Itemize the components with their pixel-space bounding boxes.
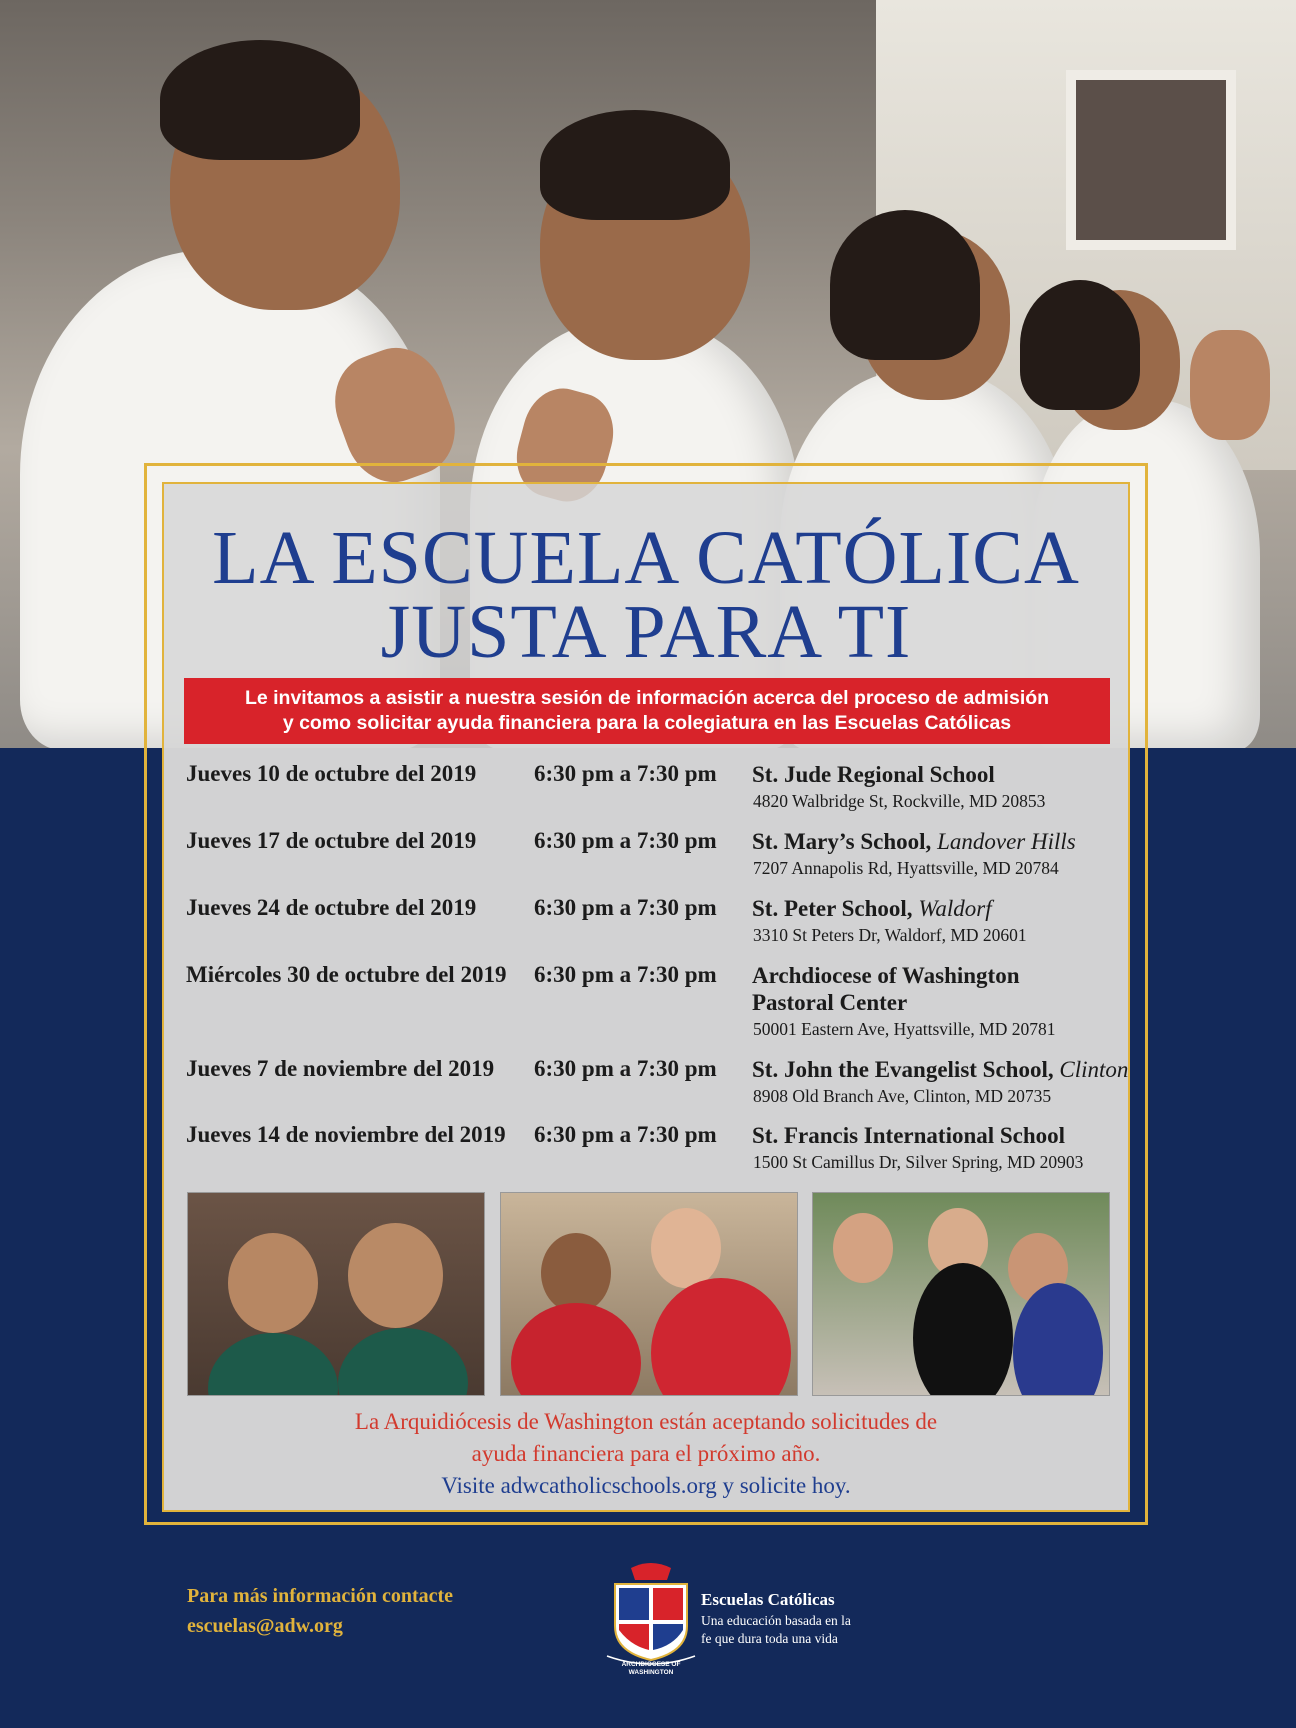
session-date: Miércoles 30 de octubre del 2019 [186, 962, 507, 987]
school-name: Archdiocese of Washington [752, 963, 1020, 988]
session-school [752, 1056, 1152, 1083]
red-shirt [511, 1303, 641, 1396]
session-address: 7207 Annapolis Rd, Hyattsville, MD 20784 [753, 858, 1059, 878]
banner-line-1: Le invitamos a asistir a nuestra sesión de información acerca del proceso de admisión [244, 687, 1050, 709]
title-line-2: JUSTA PARA TI [380, 590, 912, 674]
title-line-1: LA ESCUELA CATÓLICA [212, 516, 1080, 600]
hero-window [1066, 70, 1236, 250]
green-shirt [208, 1333, 338, 1396]
school-city: Waldorf [918, 896, 992, 921]
student-hair [160, 40, 360, 160]
student-hair [830, 210, 980, 360]
person-face [833, 1213, 893, 1283]
session-address: 8908 Old Branch Ave, Clinton, MD 20735 [753, 1086, 1052, 1106]
student-hand [1190, 330, 1270, 440]
session-time: 6:30 pm a 7:30 pm [534, 761, 717, 786]
message-line-3: Visite adwcatholicschools.org y solicite hoy. [441, 1473, 851, 1498]
school-name: St. Francis International School [752, 1123, 1066, 1148]
session-school [752, 895, 1132, 922]
school-city: Clinton [1059, 1057, 1129, 1082]
red-shirt [651, 1278, 791, 1396]
school-name: St. Jude Regional School [752, 762, 995, 787]
session-address: 3310 St Peters Dr, Waldorf, MD 20601 [753, 925, 1027, 945]
student-hair [540, 110, 730, 220]
photo-two-girls [187, 1192, 485, 1396]
session-time: 6:30 pm a 7:30 pm [534, 828, 717, 853]
student-face [541, 1233, 611, 1313]
school-name: St. Mary’s School, [752, 829, 932, 854]
student-hair [1020, 280, 1140, 410]
message-line-2: ayuda financiera para el próximo año. [471, 1441, 821, 1466]
brand-tagline-1: Una educación basada en la [701, 1613, 851, 1628]
banner-line-2: y como solicitar ayuda financiera para la colegiatura en las Escuelas Católicas [282, 712, 1012, 734]
student-face [651, 1208, 721, 1288]
session-time: 6:30 pm a 7:30 pm [534, 1056, 717, 1081]
school-city: Landover Hills [937, 829, 1076, 854]
school-name-line-2: Pastoral Center [752, 990, 908, 1015]
school-name: St. John the Evangelist School, [752, 1057, 1054, 1082]
archdiocese-shield-icon [601, 1560, 701, 1670]
invitation-banner [184, 678, 1110, 744]
session-time: 6:30 pm a 7:30 pm [534, 962, 717, 987]
girl-face [348, 1223, 443, 1328]
logo-caption-line-2: WASHINGTON [628, 1669, 674, 1676]
session-time: 6:30 pm a 7:30 pm [534, 1122, 717, 1147]
session-date: Jueves 14 de noviembre del 2019 [186, 1122, 506, 1147]
session-date: Jueves 24 de octubre del 2019 [186, 895, 477, 920]
green-shirt [338, 1328, 468, 1396]
school-name: St. Peter School, [752, 896, 913, 921]
session-school [752, 828, 1132, 855]
brand-name: Escuelas Católicas [701, 1590, 835, 1609]
session-school [752, 1122, 1132, 1149]
message-line-1: La Arquidiócesis de Washington están aceptando solicitudes de [354, 1409, 938, 1434]
photo-students-working [500, 1192, 798, 1396]
session-address: 1500 St Camillus Dr, Silver Spring, MD 20903 [753, 1152, 1084, 1172]
session-time: 6:30 pm a 7:30 pm [534, 895, 717, 920]
contact-label: Para más información contacte [187, 1585, 454, 1607]
photo-graduation [812, 1192, 1110, 1396]
session-date: Jueves 7 de noviembre del 2019 [186, 1056, 495, 1081]
session-address: 50001 Eastern Ave, Hyattsville, MD 20781 [753, 1019, 1056, 1039]
session-date: Jueves 17 de octubre del 2019 [186, 828, 477, 853]
logo-caption-line-1: ARCHDIOCESE OF [621, 1661, 681, 1668]
contact-email[interactable]: escuelas@adw.org [187, 1615, 343, 1637]
session-school [752, 962, 1132, 1016]
session-school [752, 761, 1132, 788]
brand-tagline-2: fe que dura toda una vida [701, 1631, 838, 1646]
session-address: 4820 Walbridge St, Rockville, MD 20853 [753, 791, 1046, 811]
graduation-gown [913, 1263, 1013, 1396]
girl-face [228, 1233, 318, 1333]
session-date: Jueves 10 de octubre del 2019 [186, 761, 477, 786]
logo-caption [596, 1661, 706, 1677]
